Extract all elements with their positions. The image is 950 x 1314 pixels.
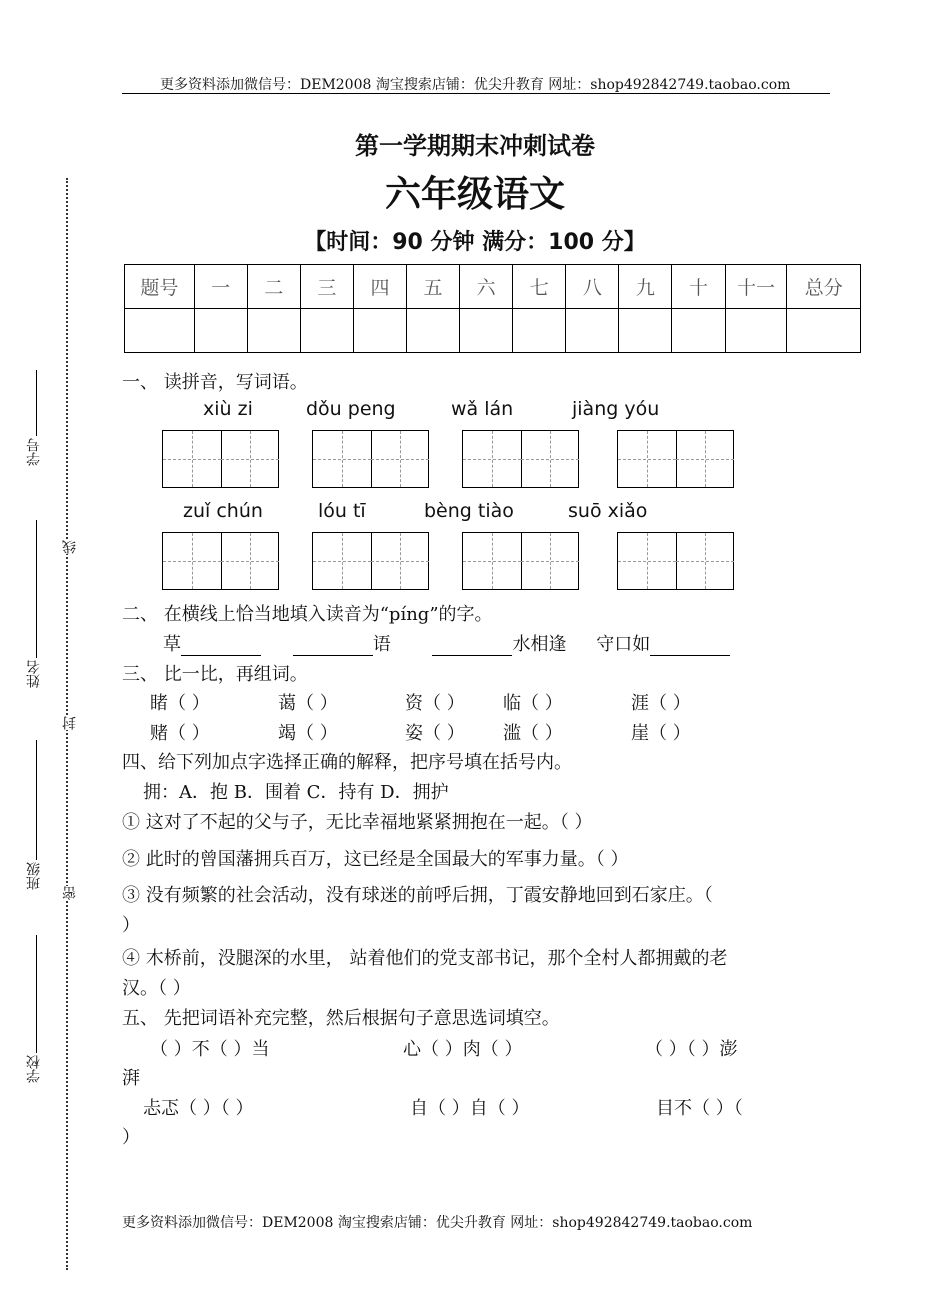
page-footer: 更多资料添加微信号：DEM2008 淘宝搜索店铺：优尖升教育 网址：shop492842749.taobao.com	[122, 1215, 753, 1231]
q3-title: 三、 比一比，再组词。	[122, 664, 308, 685]
score-table	[124, 264, 861, 353]
pinyin-label: jiàng yóu	[572, 398, 660, 420]
q5-idiom: （ ）不（ ）当	[150, 1039, 270, 1060]
q3-word: 姿（ ）	[405, 723, 465, 744]
score-cell[interactable]	[513, 309, 566, 353]
score-cell[interactable]	[619, 309, 672, 353]
q4-sentence: ② 此时的曾国藩拥兵百万，这已经是全国最大的军事力量。（ ）	[122, 849, 629, 870]
header-rule	[122, 93, 830, 94]
q5-idiom: 心（ ）肉（ ）	[403, 1039, 523, 1060]
score-header-cell: 六	[460, 265, 513, 309]
score-cell[interactable]	[125, 309, 195, 353]
label-school: 学校	[26, 1055, 42, 1083]
q3-word: 滥（ ）	[503, 723, 563, 744]
tianzige-box[interactable]	[162, 532, 279, 590]
tianzige-box[interactable]	[312, 430, 429, 488]
pinyin-label: zuǐ chún	[183, 500, 263, 522]
fill-blank[interactable]	[181, 637, 261, 656]
tianzige-box[interactable]	[617, 532, 734, 590]
q3-word: 资（ ）	[405, 693, 465, 714]
q3-word: 睹（ ）	[150, 693, 210, 714]
q3-word: 临（ ）	[503, 693, 563, 714]
label-name: 姓名	[26, 660, 42, 688]
q5-idiom: （ ）（ ）澎	[645, 1039, 738, 1060]
q4-sentence-cont: ）	[122, 915, 140, 936]
q5-idiom-cont: ）	[122, 1127, 140, 1148]
q4-title: 四、给下列加点字选择正确的解释，把序号填在括号内。	[122, 752, 572, 773]
score-header-cell: 七	[513, 265, 566, 309]
score-cell[interactable]	[725, 309, 787, 353]
score-header-cell: 九	[619, 265, 672, 309]
pinyin-label: lóu tī	[318, 500, 366, 522]
score-cell[interactable]	[194, 309, 247, 353]
q3-word: 蔼（ ）	[278, 693, 338, 714]
score-table-value-row	[125, 309, 861, 353]
exam-title: 六年级语文	[384, 173, 565, 215]
q4-options: 拥：A．抱 B．围着 C．持有 D．拥护	[143, 782, 449, 803]
label-student-number: 学号	[26, 438, 42, 466]
tianzige-box[interactable]	[617, 430, 734, 488]
exam-subtitle: 第一学期期末冲刺试卷	[355, 131, 595, 160]
fill-blank[interactable]	[650, 637, 730, 656]
binding-mark-feng: 封	[62, 716, 78, 730]
pinyin-label: wǎ lán	[451, 398, 514, 420]
q5-idiom: 自（ ）自（ ）	[410, 1098, 530, 1119]
pinyin-label: xiù zi	[203, 398, 253, 420]
q4-sentence: ① 这对了不起的父与子，无比幸福地紧紧拥抱在一起。（ ）	[122, 812, 593, 833]
q3-word: 赌（ ）	[150, 723, 210, 744]
q1-title: 一、 读拼音，写词语。	[122, 372, 308, 393]
q4-sentence: ③ 没有频繁的社会活动，没有球迷的前呼后拥，丁霞安静地回到石家庄。（	[122, 885, 713, 906]
pinyin-label: dǒu peng	[306, 398, 396, 420]
q5-title: 五、 先把词语补充完整，然后根据句子意思选词填空。	[122, 1008, 560, 1029]
tianzige-box[interactable]	[162, 430, 279, 488]
tianzige-box[interactable]	[462, 532, 579, 590]
q3-word: 涯（ ）	[631, 693, 691, 714]
score-cell[interactable]	[672, 309, 725, 353]
score-header-cell: 一	[194, 265, 247, 309]
score-table-header-row	[125, 265, 861, 309]
q5-idiom: 目不（ ）（	[656, 1098, 743, 1119]
q4-sentence: ④ 木桥前，没腿深的水里， 站着他们的党支部书记，那个全村人都拥戴的老	[122, 948, 728, 969]
name-line	[36, 520, 37, 658]
exam-time-score: 【时间：90 分钟 满分：100 分】	[304, 230, 646, 255]
pinyin-label: suō xiǎo	[568, 500, 648, 522]
label-class: 班级	[26, 862, 42, 890]
score-header-cell: 三	[300, 265, 353, 309]
q4-sentence-cont: 汉。（ ）	[122, 978, 191, 999]
score-header-cell: 题号	[125, 265, 195, 309]
q2-item-text: 草	[163, 634, 181, 655]
score-cell[interactable]	[460, 309, 513, 353]
score-header-cell: 八	[566, 265, 619, 309]
q2-item-text: 语	[372, 634, 391, 655]
q2-item-text: 守口如	[596, 634, 651, 655]
q2-item	[163, 630, 730, 656]
q2-item-text: 水相逢	[512, 634, 567, 655]
score-cell[interactable]	[247, 309, 300, 353]
q2-title: 二、 在横线上恰当地填入读音为“píng”的字。	[122, 604, 493, 625]
tianzige-box[interactable]	[462, 430, 579, 488]
tianzige-box[interactable]	[312, 532, 429, 590]
q5-idiom: 忐忑（ ）（ ）	[143, 1098, 254, 1119]
binding-mark-mi: 密	[62, 886, 78, 900]
student-number-line	[36, 370, 37, 436]
pinyin-label: bèng tiào	[424, 500, 514, 522]
school-line	[36, 935, 37, 1053]
score-header-cell: 十一	[725, 265, 787, 309]
score-cell[interactable]	[407, 309, 460, 353]
q3-word: 崖（ ）	[631, 723, 691, 744]
score-cell[interactable]	[787, 309, 861, 353]
score-header-cell: 总分	[787, 265, 861, 309]
score-header-cell: 十	[672, 265, 725, 309]
score-cell[interactable]	[300, 309, 353, 353]
binding-mark-xian: 线	[62, 540, 78, 554]
score-header-cell: 四	[353, 265, 406, 309]
score-cell[interactable]	[353, 309, 406, 353]
class-line	[36, 740, 37, 860]
score-cell[interactable]	[566, 309, 619, 353]
q5-idiom-cont: 湃	[122, 1068, 140, 1089]
score-header-cell: 五	[407, 265, 460, 309]
fill-blank[interactable]	[293, 637, 373, 656]
q3-word: 竭（ ）	[278, 723, 338, 744]
fill-blank[interactable]	[432, 637, 512, 656]
page-header: 更多资料添加微信号：DEM2008 淘宝搜索店铺：优尖升教育 网址：shop492842749.taobao.com	[160, 77, 791, 93]
score-header-cell: 二	[247, 265, 300, 309]
